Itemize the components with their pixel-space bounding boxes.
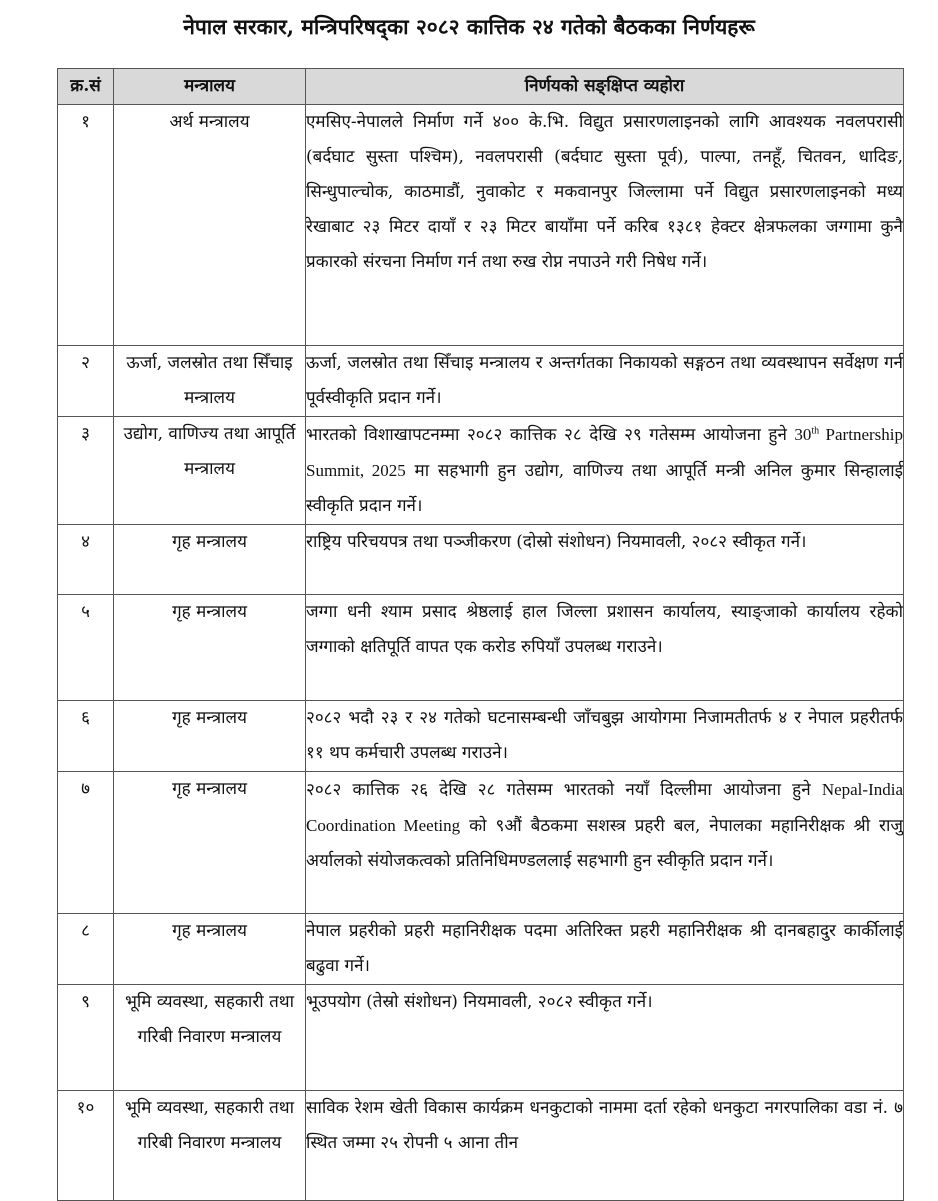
ministry-cell: उद्योग, वाणिज्य तथा आपूर्ति मन्त्रालय: [114, 417, 306, 525]
serial-cell: ५: [58, 595, 114, 701]
ministry-cell: गृह मन्त्रालय: [114, 595, 306, 701]
serial-cell: ९: [58, 985, 114, 1091]
summary-cell: जग्गा धनी श्याम प्रसाद श्रेष्ठलाई हाल जिल्ला प्रशासन कार्यालय, स्याङ्जाको कार्यालय रहेको जग्गाको क्षतिपूर्ति वापत एक करोड रुपियाँ उपलब्ध गराउने।: [306, 595, 904, 701]
serial-cell: ३: [58, 417, 114, 525]
header-ministry: मन्त्रालय: [114, 69, 306, 105]
ministry-cell: भूमि व्यवस्था, सहकारी तथा गरिबी निवारण मन्त्रालय: [114, 985, 306, 1091]
summary-cell: एमसिए-नेपालले निर्माण गर्ने ४०० के.भि. विद्युत प्रसारणलाइनको लागि आवश्यक नवलपरासी (बर्दघाट सुस्ता पश्चिम), नवलपरासी (बर्दघाट सुस्ता पूर्व), पाल्पा, तनहूँ, चितवन, धादिङ, सिन्धुपाल्चोक, काठमाडौं, नुवाकोट र मकवानपुर जिल्लामा पर्ने विद्युत प्रसारणलाइनको मध्य रेखाबाट २३ मिटर दायाँ र २३ मिटर बायाँमा पर्ने करिब १३८१ हेक्टर क्षेत्रफलका जग्गामा कुनै प्रकारको संरचना निर्माण गर्न तथा रुख रोप्न नपाउने गरी निषेध गर्ने।: [306, 105, 904, 346]
table-row: [58, 595, 904, 701]
summary-cell: साविक रेशम खेती विकास कार्यक्रम धनकुटाको नाममा दर्ता रहेको धनकुटा नगरपालिका वडा नं. ७ स्थित जम्मा २५ रोपनी ५ आना तीन: [306, 1091, 904, 1201]
table-row: [58, 701, 904, 772]
ministry-cell: ऊर्जा, जलस्रोत तथा सिँचाइ मन्त्रालय: [114, 346, 306, 417]
serial-cell: १०: [58, 1091, 114, 1201]
serial-cell: १: [58, 105, 114, 346]
summary-text: भारतको विशाखापटनम्मा २०८२ कात्तिक २८ देखि २९ गतेसम्म आयोजना हुने: [306, 425, 795, 445]
serial-cell: २: [58, 346, 114, 417]
ministry-cell: गृह मन्त्रालय: [114, 525, 306, 595]
table-row: [58, 772, 904, 914]
summary-cell: भूउपयोग (तेस्रो संशोधन) नियमावली, २०८२ स्वीकृत गर्ने।: [306, 985, 904, 1091]
summary-cell: [306, 772, 904, 914]
summary-cell: ऊर्जा, जलस्रोत तथा सिँचाइ मन्त्रालय र अन्तर्गतका निकायको सङ्गठन तथा व्यवस्थापन सर्वेक्षण गर्न पूर्वस्वीकृति प्रदान गर्ने।: [306, 346, 904, 417]
serial-cell: ६: [58, 701, 114, 772]
header-serial: क्र.सं: [58, 69, 114, 105]
summary-english-text: Partnership Summit, 2025: [306, 425, 903, 480]
table-row: [58, 105, 904, 346]
summary-cell: २०८२ भदौ २३ र २४ गतेको घटनासम्बन्धी जाँचबुझ आयोगमा निजामतीतर्फ ४ र नेपाल प्रहरीतर्फ ११ थप कर्मचारी उपलब्ध गराउने।: [306, 701, 904, 772]
serial-cell: ४: [58, 525, 114, 595]
ministry-cell: भूमि व्यवस्था, सहकारी तथा गरिबी निवारण मन्त्रालय: [114, 1091, 306, 1201]
summary-english-number: 30: [794, 425, 812, 444]
ministry-cell: गृह मन्त्रालय: [114, 914, 306, 985]
ministry-cell: गृह मन्त्रालय: [114, 701, 306, 772]
table-row: [58, 417, 904, 525]
serial-cell: ८: [58, 914, 114, 985]
table-row: [58, 525, 904, 595]
table-row: [58, 914, 904, 985]
ministry-cell: गृह मन्त्रालय: [114, 772, 306, 914]
summary-text: मा सहभागी हुन उद्योग, वाणिज्य तथा आपूर्ति मन्त्री अनिल कुमार सिन्हालाई स्वीकृति प्रदान गर्ने।: [306, 461, 903, 516]
table-header-row: [58, 69, 904, 105]
summary-english-superscript: th: [811, 425, 820, 437]
header-summary: निर्णयको सङ्क्षिप्त व्यहोरा: [306, 69, 904, 105]
serial-cell: ७: [58, 772, 114, 914]
summary-cell: राष्ट्रिय परिचयपत्र तथा पञ्जीकरण (दोस्रो संशोधन) नियमावली, २०८२ स्वीकृत गर्ने।: [306, 525, 904, 595]
ministry-cell: अर्थ मन्त्रालय: [114, 105, 306, 346]
table-row: [58, 1091, 904, 1201]
summary-cell: [306, 417, 904, 525]
document-title: नेपाल सरकार, मन्त्रिपरिषद्का २०८२ कात्तिक २४ गतेको बैठकका निर्णयहरू: [183, 14, 755, 39]
table-row: [58, 985, 904, 1091]
summary-english-text: Nepal-India Coordination Meeting: [306, 780, 903, 835]
decisions-table: [57, 68, 904, 1201]
summary-cell: नेपाल प्रहरीको प्रहरी महानिरीक्षक पदमा अतिरिक्त प्रहरी महानिरीक्षक श्री दानबहादुर कार्कीलाई बढुवा गर्ने।: [306, 914, 904, 985]
summary-text: २०८२ कात्तिक २६ देखि २८ गतेसम्म भारतको नयाँ दिल्लीमा आयोजना हुने: [306, 780, 822, 800]
table-row: [58, 346, 904, 417]
summary-text: को ९औं बैठकमा सशस्त्र प्रहरी बल, नेपालका महानिरीक्षक श्री राजु अर्यालको संयोजकत्वको प्रतिनिधिमण्डललाई सहभागी हुन स्वीकृति प्रदान गर्ने।: [306, 816, 903, 871]
